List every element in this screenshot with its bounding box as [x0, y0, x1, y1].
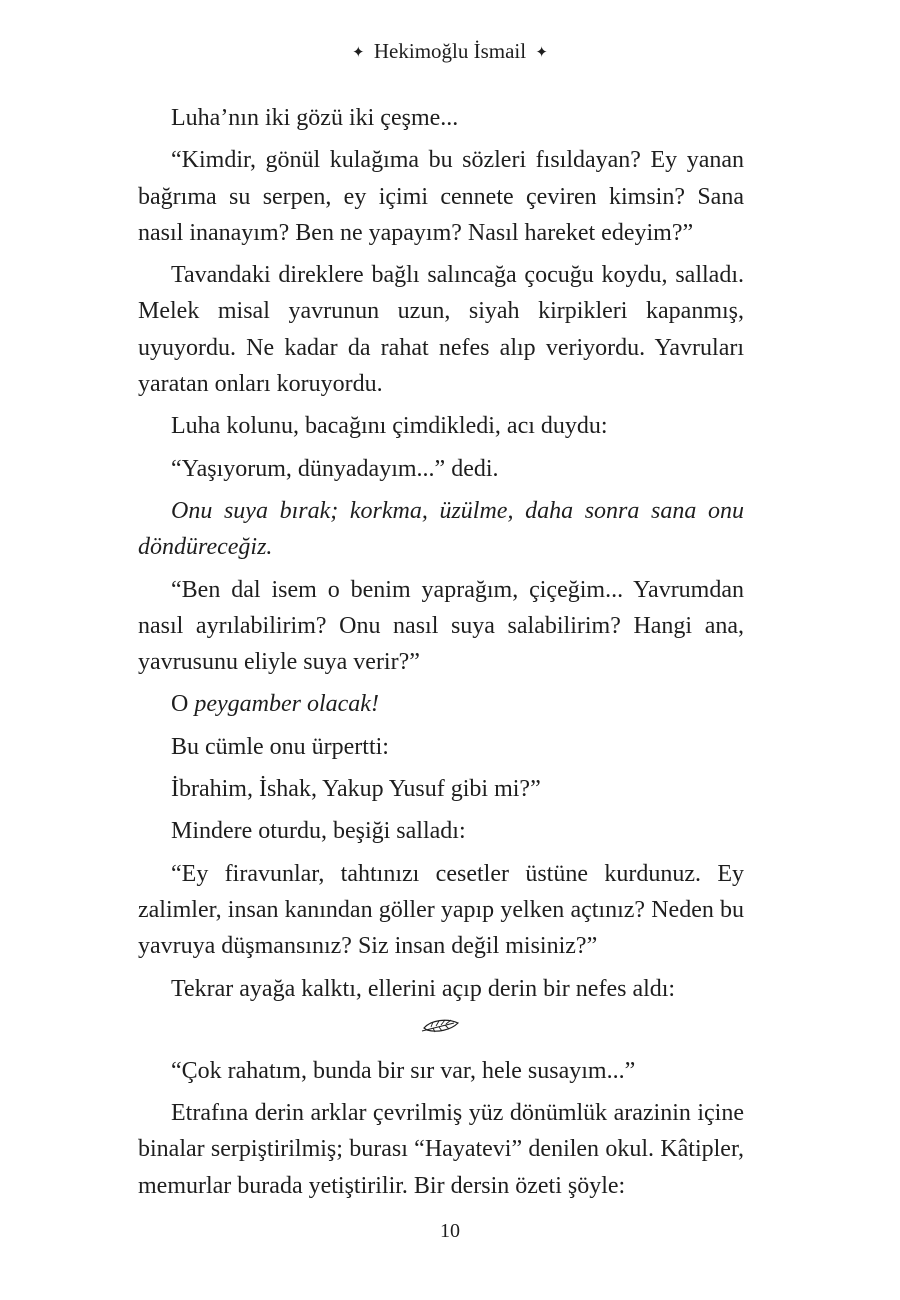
star-ornament-icon: ✦ — [535, 45, 548, 61]
star-ornament-icon: ✦ — [352, 45, 365, 61]
paragraph: Etrafına derin arklar çevrilmiş yüz dönümlük arazinin içine binalar serpiştirilmiş; burası “Hayatevi” denilen okul. Kâtipler, memurlar burada yetiştirilir. Bir dersin özeti şöyle: — [138, 1100, 744, 1199]
italic-span: peygamber olacak! — [194, 691, 379, 718]
page-body — [138, 100, 744, 1204]
running-header — [0, 36, 900, 68]
paragraph: Mindere oturdu, beşiği salladı: — [171, 818, 466, 845]
page-number: 10 — [440, 1220, 460, 1242]
text-span: O — [171, 691, 195, 718]
paragraph: “Ben dal isem o benim yaprağım, çiçeğim... Yavrumdan nasıl ayrılabilirim? Onu nasıl suya salabilirim? Hangi ana, yavrusunu eliyle suya verir?” — [138, 576, 744, 676]
paragraph: “Kimdir, gönül kulağıma bu sözleri fısıldayan? Ey yanan bağrıma su serpen, ey içimi cennete çeviren kimsin? Sana nasıl inanayım? Ben ne yapayım? Nasıl hareket edeyim?” — [138, 147, 744, 246]
paragraph: Tavandaki direklere bağlı salıncağa çocuğu koydu, salladı. Melek misal yavrunun uzun, siyah kirpikleri kapanmış, uyuyordu. Ne kadar da rahat nefes alıp veriyordu. Yavruları yaratan onları koruyordu. — [138, 262, 744, 398]
book-author: Hekimoğlu İsmail — [373, 39, 527, 63]
paragraph: İbrahim, İshak, Yakup Yusuf gibi mi?” — [171, 776, 541, 803]
italic-paragraph: Onu suya bırak; korkma, üzülme, daha sonra sana onu döndüreceğiz. — [138, 497, 744, 561]
paragraph: Tekrar ayağa kalktı, ellerini açıp derin bir nefes aldı: — [171, 975, 676, 1002]
paragraph: “Yaşıyorum, dünyadayım...” dedi. — [171, 455, 499, 482]
paragraph — [138, 686, 744, 722]
paragraph: Luha’nın iki gözü iki çeşme... — [171, 105, 459, 131]
paragraph: “Ey firavunlar, tahtınızı cesetler üstüne kurdunuz. Ey zalimler, insan kanından göller yapıp yelken açtınız? Neden bu yavruya düşmansınız? Siz insan değil misiniz?” — [138, 860, 744, 960]
paragraph: Bu cümle onu ürpertti: — [171, 733, 389, 760]
feather-ornament-icon — [421, 1014, 461, 1038]
section-divider — [138, 1013, 744, 1043]
paragraph: Luha kolunu, bacağını çimdikledi, acı duydu: — [171, 413, 608, 440]
paragraph: “Çok rahatım, bunda bir sır var, hele susayım...” — [171, 1057, 636, 1084]
